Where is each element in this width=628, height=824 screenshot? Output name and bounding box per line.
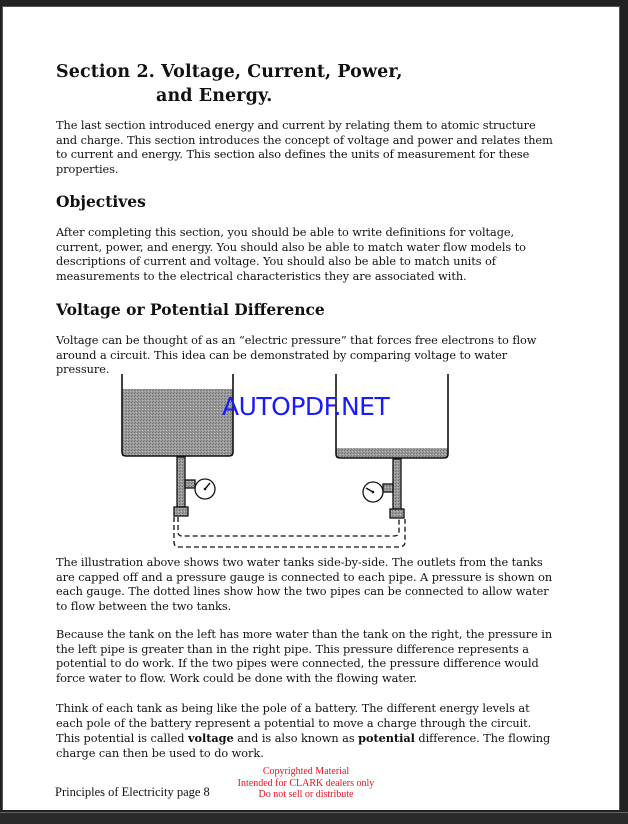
- right-pressure-gauge-icon: [363, 482, 383, 502]
- battery-text-1: Think of each tank as being like the pole of a battery. The different energy levels at each pole of the battery represent a potential to move a charge through the circuit. This potential is called: [56, 702, 532, 746]
- page-footer-label: Principles of Electricity page 8: [55, 785, 210, 799]
- copyright-line-3: Do not sell or distribute: [258, 789, 354, 800]
- copyright-line-2: Intended for CLARK dealers only: [237, 777, 375, 789]
- left-pipe: [174, 457, 195, 516]
- viewer-bottom-edge: [0, 812, 628, 824]
- pressure-paragraph: Because the tank on the left has more water than the tank on the right, the pressure in the left pipe is greater than in the right pipe. This pressure difference represents a potential to do work. If the two pipes were connected, the pressure difference would force water to flow. Work could be done with the flowing water.: [56, 628, 553, 685]
- objectives-heading: Objectives: [56, 192, 146, 211]
- copyright-notice: [236, 766, 376, 801]
- right-tank-water: [336, 448, 448, 458]
- intro-paragraph: The last section introduced energy and current by relating them to atomic structure and charge. This section introduces the concept of voltage and power and relates them to current and energy. This section also defines the units of measurement for these properties.: [56, 119, 553, 176]
- objectives-paragraph: After completing this section, you should be able to write definitions for voltage, current, power, and energy. You should also be able to match water flow models to descriptions of current and voltage. You should also be able to match units of measurements to the electrical characteristics they are associated with.: [56, 226, 526, 283]
- voltage-heading: Voltage or Potential Difference: [56, 300, 325, 319]
- dotted-connection: [174, 517, 405, 547]
- battery-paragraph: [56, 702, 556, 761]
- illustration-paragraph: The illustration above shows two water tanks side-by-side. The outlets from the tanks are capped off and a pressure gauge is connected to each pipe. A pressure is shown on each gauge. The dotted lines show how the two pipes can be connected to allow water to flow between the two tanks.: [56, 556, 553, 613]
- voltage-term: voltage: [188, 731, 234, 746]
- section-title-line1: Section 2. Voltage, Current, Power,: [56, 62, 403, 82]
- battery-text-2: and is also known as: [233, 732, 359, 746]
- left-pressure-gauge-icon: [195, 479, 215, 499]
- section-title-line2: and Energy.: [156, 86, 273, 106]
- voltage-paragraph: Voltage can be thought of as an “electric pressure” that forces free electrons to flow around a circuit. This idea can be demonstrated by comparing voltage to water pressure.: [56, 334, 537, 377]
- section-title: [56, 60, 403, 108]
- battery-text-3: difference. The flowing charge can then be used to do work.: [56, 732, 551, 760]
- left-tank: [122, 374, 233, 456]
- watermark: AUTOPDF.NET: [222, 392, 390, 421]
- potential-term: potential: [358, 731, 415, 746]
- right-pipe: [383, 459, 404, 518]
- copyright-line-1: Copyrighted Material: [262, 766, 350, 777]
- left-tank-water: [122, 389, 233, 456]
